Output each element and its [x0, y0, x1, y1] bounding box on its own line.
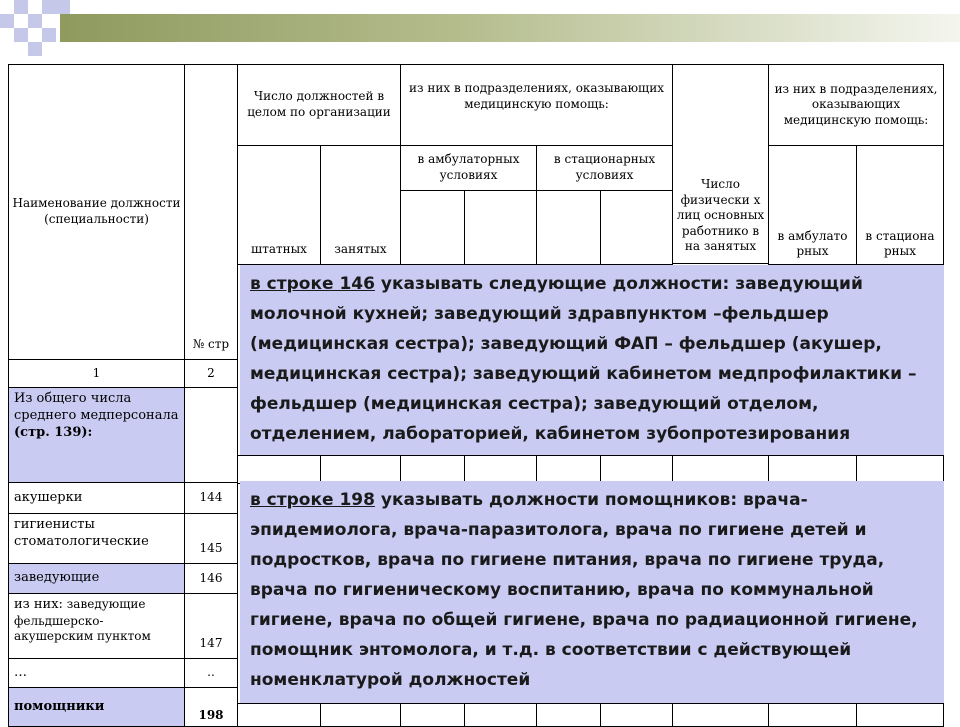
- title-bar: [60, 14, 960, 42]
- col-number-1: 1: [8, 359, 185, 388]
- grid-cell: [400, 455, 465, 484]
- callout-row-146-ref: в строке 146: [250, 274, 375, 294]
- grid-cell: [536, 703, 601, 727]
- row-midwives-no: 144: [184, 482, 238, 514]
- header-sub-3: [536, 190, 601, 265]
- grid-cell: [464, 703, 537, 727]
- row-assistants: [8, 687, 185, 727]
- header-sub-4: [600, 190, 673, 265]
- grid-cell: [400, 703, 465, 727]
- row-heads: заведующие: [8, 563, 185, 594]
- row-fap-heads-label: заведующие фельдшерско-акушерским пунктом: [14, 597, 151, 644]
- row-ellipsis-no: ..: [184, 658, 238, 688]
- grid-cell: [237, 703, 321, 727]
- decor-square: [14, 0, 28, 14]
- grid-cell: [600, 455, 673, 484]
- callout-row-146-text: указывать следующие должности: заведующий молочной кухней; заведующий здравпунктом –фельдшер (медицинская сестра); заведующий ФАП – фельдшер (акушер, медицинская сестра); заведующий кабинетом медпрофилактики – фельдшер (медицинская сестра); заведующий отделом, отделением, лабораторией, кабинетом зубопротезирования: [250, 274, 917, 444]
- row-fap-heads-prefix: из них:: [14, 597, 63, 612]
- decor-square: [0, 14, 14, 28]
- grid-cell: [672, 455, 769, 484]
- grid-cell: [536, 455, 601, 484]
- row-assistants-no-text: 198: [198, 708, 224, 723]
- header-sub-1: [400, 190, 465, 265]
- header-sub-2: [464, 190, 537, 265]
- grid-cell: [320, 455, 401, 484]
- header-physical-persons: Число физически х лиц основных работнико в на занятых: [672, 64, 769, 264]
- header-right-outpatient: в амбулато рных: [768, 145, 857, 265]
- header-of-them-right: из них в подразделениях, оказывающих медицинскую помощь:: [768, 64, 944, 146]
- row-assistants-label: помощники: [14, 698, 105, 714]
- decor-square: [28, 14, 42, 28]
- grid-cell: [464, 455, 537, 484]
- row-ellipsis: …: [8, 658, 185, 688]
- callout-row-198-ref: в строке 198: [250, 490, 375, 510]
- decor-square: [14, 28, 28, 42]
- row-from-total: [8, 387, 185, 483]
- row-midwives: акушерки: [8, 482, 185, 514]
- header-staff: штатных: [237, 145, 321, 265]
- decor-square: [28, 42, 42, 56]
- header-total-positions: Число должностей в целом по организации: [237, 64, 401, 146]
- row-from-total-no: [184, 387, 238, 483]
- row-heads-no: 146: [184, 563, 238, 594]
- header-occupied: занятых: [320, 145, 401, 265]
- row-from-total-label: Из общего числа среднего медперсонала: [14, 391, 179, 423]
- header-row-no: [184, 64, 238, 360]
- decor-square: [56, 0, 70, 14]
- row-fap-heads: [8, 593, 185, 659]
- grid-cell: [237, 455, 321, 484]
- grid-cell: [600, 703, 673, 727]
- callout-row-198-text: указывать должности помощников: врача-эпидемиолога, врача-паразитолога, врача по гигиене детей и подростков, врача по гигиене питания, врача по гигиене труда, врача по гигиеническому воспитанию, врача по коммунальной гигиене, врача по общей гигиене, врача по радиационной гигиене, помощник энтомолога, и т.д. в соответствии с действующей номенклатурой должностей: [250, 490, 918, 690]
- callout-row-146: [240, 265, 944, 455]
- grid-cell: [672, 703, 769, 727]
- header-inpatient: в стационарных условиях: [536, 145, 673, 191]
- header-outpatient: в амбулаторных условиях: [400, 145, 537, 191]
- header-row-no-text: № стр: [192, 337, 230, 352]
- header-of-them: из них в подразделениях, оказывающих медицинскую помощь:: [400, 64, 673, 146]
- row-assistants-no: [184, 687, 238, 727]
- col-number-2: 2: [184, 359, 238, 388]
- grid-cell: [768, 703, 857, 727]
- row-from-total-ref: (стр. 139):: [14, 424, 93, 440]
- row-hygienists: гигиенисты стоматологические: [8, 513, 185, 564]
- grid-cell: [768, 455, 857, 484]
- decor-square: [42, 0, 56, 14]
- grid-cell: [856, 455, 944, 484]
- grid-cell: [856, 703, 944, 727]
- row-hygienists-no: 145: [184, 513, 238, 564]
- header-name: Наименование должности (специальности): [8, 64, 185, 360]
- callout-row-198: [240, 481, 944, 703]
- header-right-inpatient: в стациона рных: [856, 145, 944, 265]
- grid-cell: [320, 703, 401, 727]
- row-fap-heads-no: 147: [184, 593, 238, 659]
- decor-square: [42, 28, 56, 42]
